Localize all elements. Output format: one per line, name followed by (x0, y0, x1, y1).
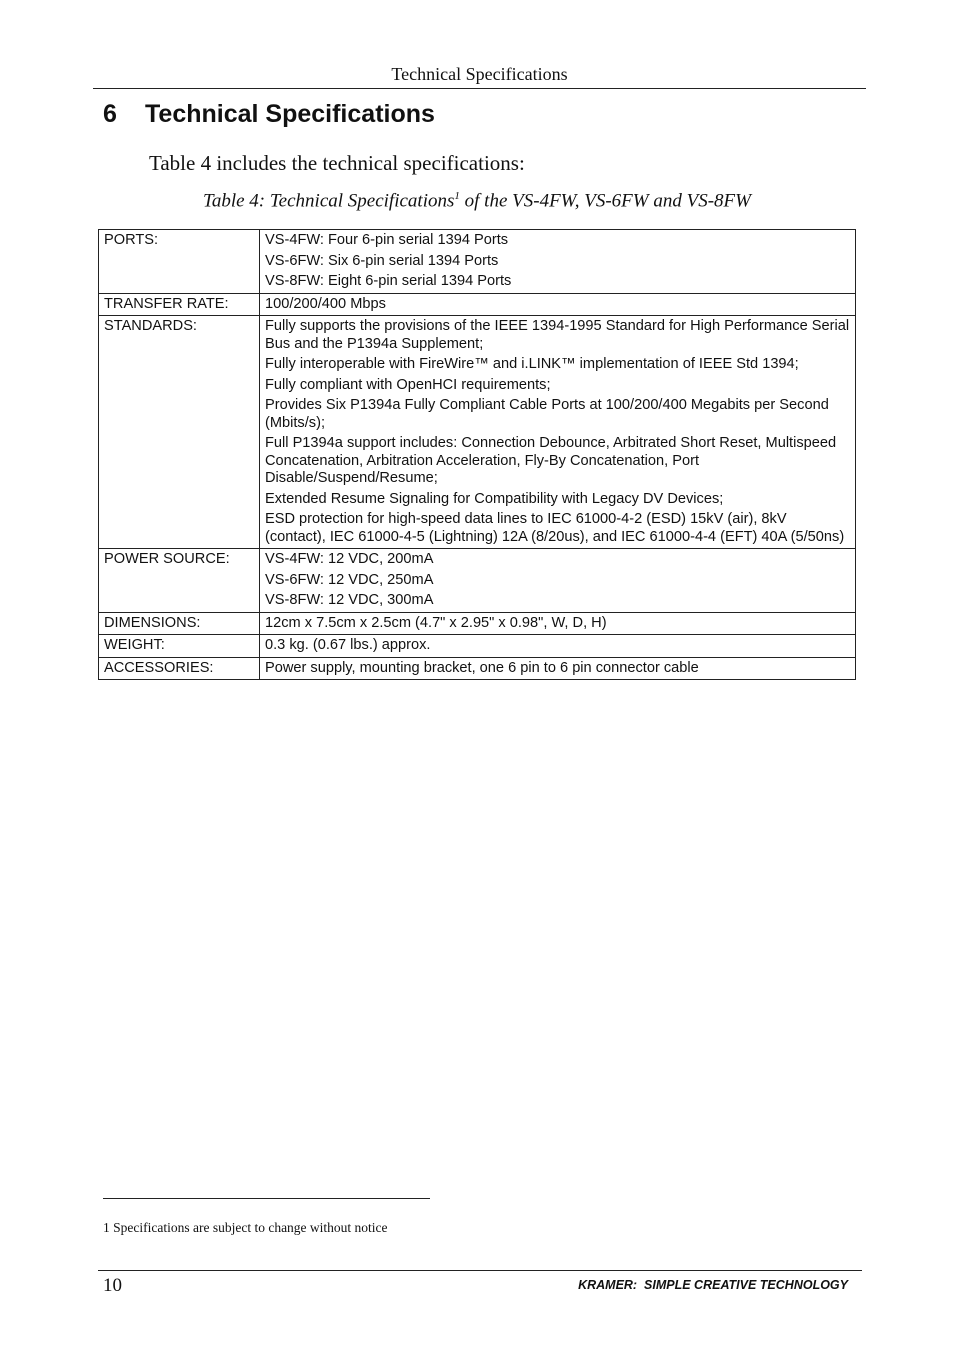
running-header: Technical Specifications (93, 64, 866, 89)
page-number: 10 (103, 1275, 122, 1296)
spec-value-line: VS-6FW: 12 VDC, 250mA (265, 571, 434, 588)
section-number: 6 (103, 100, 117, 128)
spec-value (260, 635, 856, 658)
spec-value-line: 0.3 kg. (0.67 lbs.) approx. (265, 637, 431, 653)
spec-value-line: VS-8FW: 12 VDC, 300mA (265, 592, 434, 608)
spec-value-line: 12cm x 7.5cm x 2.5cm (4.7" x 2.95" x 0.98", W, D, H) (265, 614, 607, 631)
spec-label: STANDARDS: (99, 316, 260, 549)
spec-row (99, 316, 856, 549)
spec-table (98, 229, 856, 680)
intro-paragraph: Table 4 includes the technical specifications: (149, 151, 525, 175)
footer-divider (98, 1270, 862, 1271)
footnote: 1 Specifications are subject to change without notice (103, 1220, 388, 1235)
spec-value-line: Provides Six P1394a Fully Compliant Cable Ports at 100/200/400 Megabits per Second (Mbits/s); (265, 397, 829, 431)
caption-prefix: Table 4: Technical Specifications (203, 190, 455, 212)
footnote-divider (103, 1198, 430, 1199)
spec-value-line: Fully supports the provisions of the IEEE 1394-1995 Standard for High Performance Serial Bus and the P1394a Supplement; (265, 318, 850, 352)
spec-value-line: Extended Resume Signaling for Compatibility with Legacy DV Devices; (265, 490, 724, 507)
footer-brand: KRAMER: SIMPLE CREATIVE TECHNOLOGY (578, 1278, 848, 1292)
spec-row (99, 612, 856, 635)
spec-label: WEIGHT: (99, 635, 260, 658)
spec-label: POWER SOURCE: (99, 549, 260, 613)
spec-row (99, 635, 856, 658)
section-heading (103, 100, 435, 129)
spec-value-line: 100/200/400 Mbps (265, 295, 386, 312)
spec-row (99, 293, 856, 316)
spec-value-line: Full P1394a support includes: Connection Debounce, Arbitrated Short Reset, Multispeed Concatenation, Arbitration Acceleration, Fly-By Concatenation, Port Disable/Suspend/Resume; (265, 435, 837, 486)
spec-value-line: Fully interoperable with FireWire™ and i.LINK™ implementation of IEEE Std 1394; (265, 356, 799, 372)
spec-value (260, 612, 856, 635)
spec-value-line: Power supply, mounting bracket, one 6 pin to 6 pin connector cable (265, 659, 699, 676)
spec-row (99, 549, 856, 613)
footnote-reference: 1 (454, 190, 460, 202)
spec-value (260, 230, 856, 294)
spec-label: ACCESSORIES: (99, 657, 260, 680)
spec-row (99, 657, 856, 680)
spec-row (99, 230, 856, 294)
section-title: Technical Specifications (145, 100, 435, 128)
caption-suffix: of the VS-4FW, VS-6FW and VS-8FW (459, 190, 751, 212)
spec-value (260, 293, 856, 316)
spec-value-line: ESD protection for high-speed data lines to IEC 61000-4-2 (ESD) 15kV (air), 8kV (contact), IEC 61000-4-5 (Lightning) 12A (8/20us), and IEC 61000-4-4 (EFT) 40A (5/50ns) (265, 511, 845, 545)
spec-value-line: Fully compliant with OpenHCI requirements; (265, 376, 551, 393)
spec-value-line: VS-4FW: 12 VDC, 200mA (265, 551, 434, 567)
spec-label: DIMENSIONS: (99, 612, 260, 635)
spec-value (260, 549, 856, 613)
spec-value-line: VS-4FW: Four 6-pin serial 1394 Ports (265, 232, 509, 248)
spec-label: PORTS: (99, 230, 260, 294)
spec-label: TRANSFER RATE: (99, 293, 260, 316)
spec-value (260, 316, 856, 549)
spec-value (260, 657, 856, 680)
table-caption (0, 190, 954, 212)
spec-value-line: VS-6FW: Six 6-pin serial 1394 Ports (265, 252, 499, 269)
spec-value-line: VS-8FW: Eight 6-pin serial 1394 Ports (265, 273, 512, 289)
spec-table-body (99, 230, 856, 680)
